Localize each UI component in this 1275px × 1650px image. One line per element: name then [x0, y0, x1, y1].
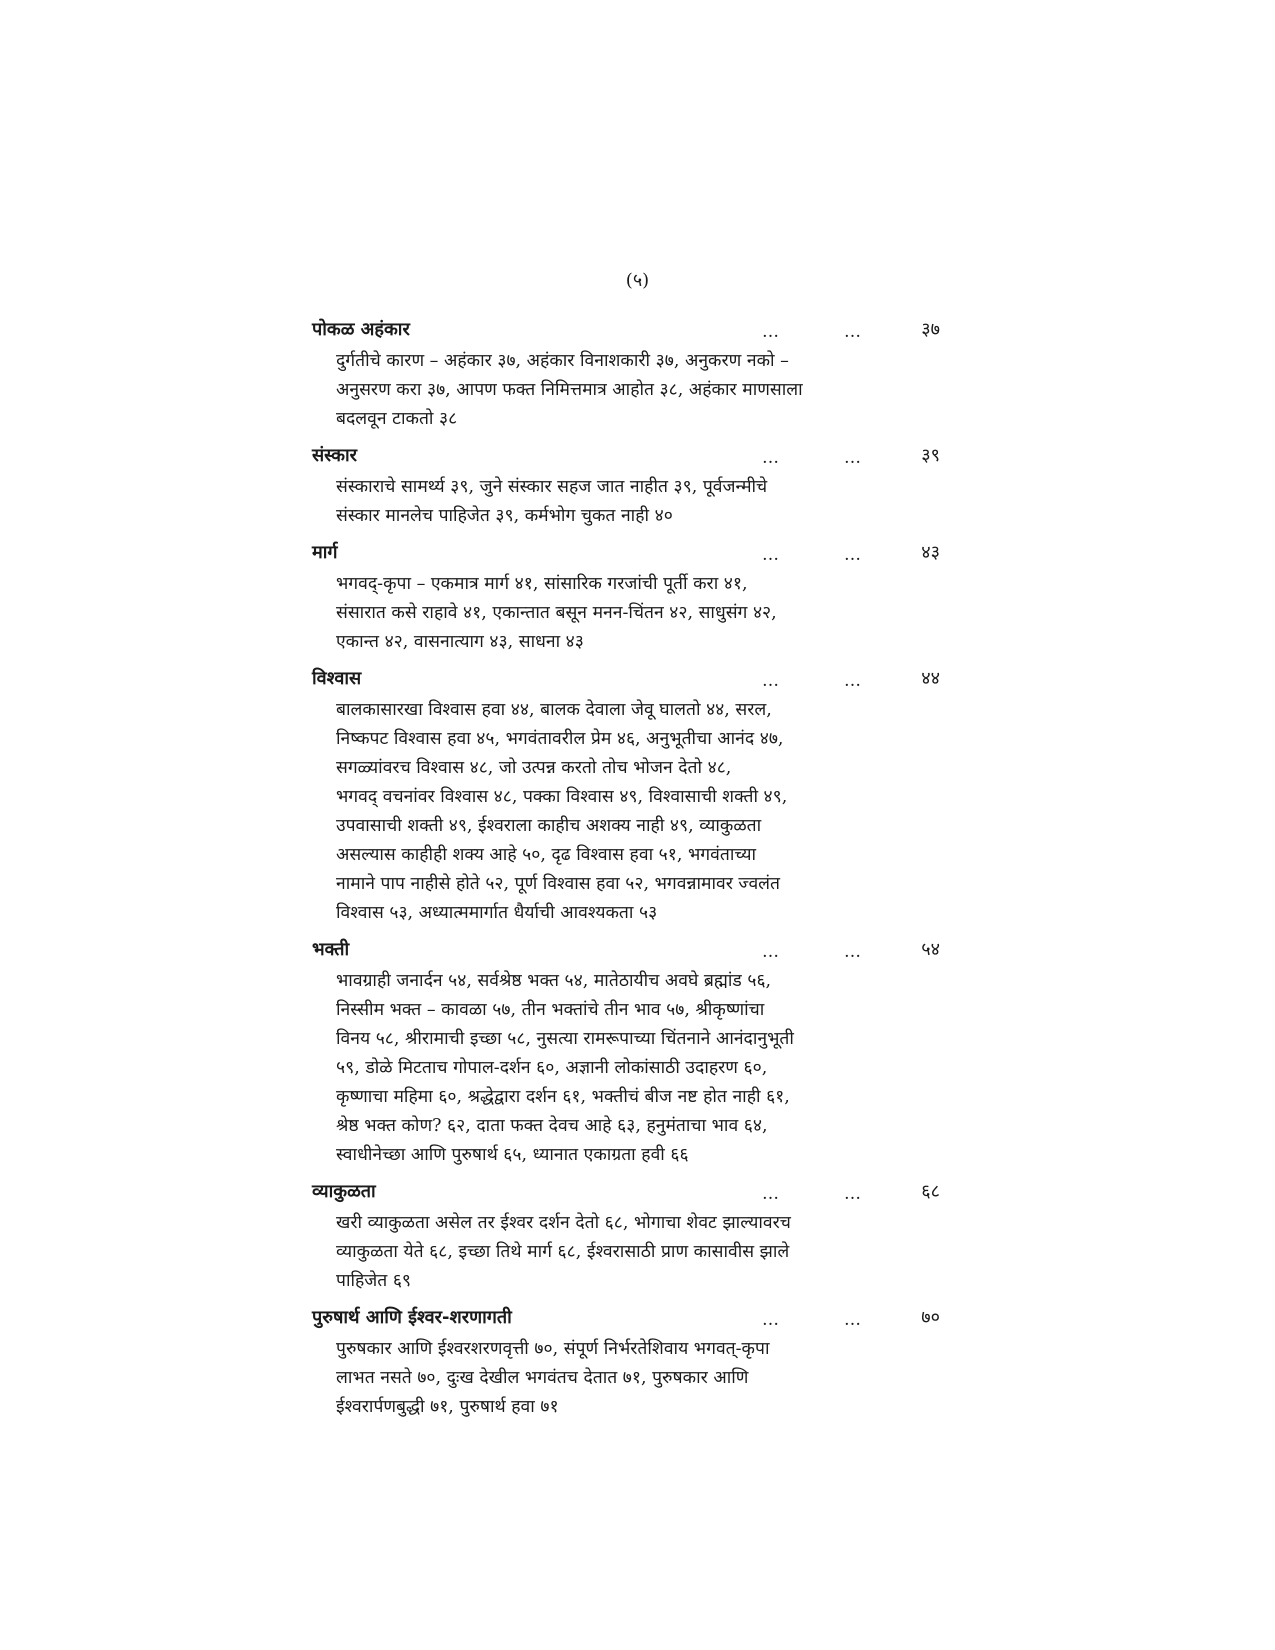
toc-entry — [312, 667, 940, 928]
toc-entry-header — [312, 541, 940, 570]
toc-entry-description — [336, 570, 836, 657]
toc-leader-dots: … … — [762, 942, 863, 962]
toc-entry-header — [312, 444, 940, 473]
toc-description-line: स्वाधीनेच्छा आणि पुरुषार्थ ६५, ध्यानात एकाग्रता हवी ६६ — [336, 1145, 689, 1165]
toc-description-line: बालकासारखा विश्वास हवा ४४, बालक देवाला जेवू घालतो ४४, सरल, — [336, 700, 772, 720]
toc-description-line: दुर्गतीचे कारण – अहंकार ३७, अहंकार विनाशकारी ३७, अनुकरण नको – — [336, 351, 789, 371]
toc-entry — [312, 444, 940, 531]
toc-entry-description — [336, 1209, 836, 1296]
toc-entry-title: विश्वास — [312, 668, 362, 689]
toc-entry-description — [336, 967, 836, 1170]
toc-description-line: एकान्त ४२, वासनात्याग ४३, साधना ४३ — [336, 632, 584, 652]
toc-leader-dots: … … — [762, 545, 863, 565]
toc-entry-title: संस्कार — [312, 445, 358, 466]
toc-description-line: भगवद्-कृपा – एकमात्र मार्ग ४१, सांसारिक गरजांची पूर्ती करा ४१, — [336, 574, 748, 594]
toc-description-line: विश्वास ५३, अध्यात्ममार्गात धैर्याची आवश्यकता ५३ — [336, 903, 658, 923]
toc-description-line: संस्काराचे सामर्थ्य ३९, जुने संस्कार सहज जात नाहीत ३९, पूर्वजन्मीचे — [336, 477, 768, 497]
toc-leader-dots: … … — [762, 1310, 863, 1330]
toc-description-line: नामाने पाप नाहीसे होते ५२, पूर्ण विश्वास हवा ५२, भगवन्नामावर ज्वलंत — [336, 874, 781, 894]
toc-description-line: निस्सीम भक्त – कावळा ५७, तीन भक्तांचे तीन भाव ५७, श्रीकृष्णांचा — [336, 1000, 765, 1020]
toc-description-line: व्याकुळता येते ६८, इच्छा तिथे मार्ग ६८, ईश्वरासाठी प्राण कासावीस झाले — [336, 1242, 790, 1262]
page-number: (५) — [625, 270, 650, 291]
toc-entry-header — [312, 1180, 940, 1209]
toc-page-number: ७० — [921, 1307, 940, 1328]
toc-description-line: भगवद् वचनांवर विश्वास ४८, पक्का विश्वास ४९, विश्वासाची शक्ती ४९, — [336, 787, 788, 807]
toc-description-line: पुरुषकार आणि ईश्वरशरणवृत्ती ७०, संपूर्ण निर्भरतेशिवाय भगवत्-कृपा — [336, 1339, 770, 1359]
toc-description-line: संस्कार मानलेच पाहिजेत ३९, कर्मभोग चुकत नाही ४० — [336, 506, 673, 526]
toc-description-line: श्रेष्ठ भक्त कोण? ६२, दाता फक्त देवच आहे ६३, हनुमंताचा भाव ६४, — [336, 1116, 768, 1136]
toc-description-line: खरी व्याकुळता असेल तर ईश्वर दर्शन देतो ६८, भोगाचा शेवट झाल्यावरच — [336, 1213, 791, 1233]
toc-entry-description — [336, 696, 836, 928]
toc-entry-title: पुरुषार्थ आणि ईश्वर-शरणागती — [312, 1307, 512, 1328]
toc-entry-description — [336, 1335, 836, 1422]
toc-entry — [312, 541, 940, 657]
toc-description-line: अनुसरण करा ३७, आपण फक्त निमित्तमात्र आहोत ३८, अहंकार माणसाला — [336, 380, 803, 400]
toc-entry-header — [312, 1306, 940, 1335]
toc-entry — [312, 1306, 940, 1422]
toc-entry-header — [312, 667, 940, 696]
toc-entry — [312, 938, 940, 1170]
toc-page-number: ६८ — [921, 1181, 940, 1202]
toc-leader-dots: … … — [762, 448, 863, 468]
toc-page-number: ४३ — [921, 542, 940, 563]
toc-description-line: सगळ्यांवरच विश्वास ४८, जो उत्पन्न करतो तोच भोजन देतो ४८, — [336, 758, 732, 778]
toc-description-line: ५९, डोळे मिटताच गोपाल-दर्शन ६०, अज्ञानी लोकांसाठी उदाहरण ६०, — [336, 1058, 768, 1078]
toc-description-line: संसारात कसे राहावे ४१, एकान्तात बसून मनन-चिंतन ४२, साधुसंग ४२, — [336, 603, 777, 623]
toc-entry — [312, 1180, 940, 1296]
toc-entry-description — [336, 347, 836, 434]
toc-entry-title: पोकळ अहंकार — [312, 319, 410, 340]
toc-page-number: ४४ — [921, 668, 940, 689]
toc-description-line: निष्कपट विश्वास हवा ४५, भगवंतावरील प्रेम ४६, अनुभूतीचा आनंद ४७, — [336, 729, 784, 749]
toc-description-line: पाहिजेत ६९ — [336, 1271, 412, 1291]
toc-entry-title: भक्ती — [312, 939, 350, 960]
toc-entry — [312, 318, 940, 434]
toc-description-line: विनय ५८, श्रीरामाची इच्छा ५८, नुसत्या रामरूपाच्या चिंतनाने आनंदानुभूती — [336, 1029, 794, 1049]
toc-description-line: उपवासाची शक्ती ४९, ईश्वराला काहीच अशक्य नाही ४९, व्याकुळता — [336, 816, 762, 836]
toc-leader-dots: … … — [762, 1184, 863, 1204]
toc-description-line: लाभत नसते ७०, दुःख देखील भगवंतच देतात ७१, पुरुषकार आणि — [336, 1368, 749, 1388]
toc-entry-description — [336, 473, 836, 531]
toc-entry-header — [312, 938, 940, 967]
toc-description-line: असल्यास काहीही शक्य आहे ५०, दृढ विश्वास हवा ५१, भगवंताच्या — [336, 845, 757, 865]
table-of-contents — [312, 318, 940, 1432]
toc-page-number: ३९ — [921, 445, 940, 466]
toc-entry-title: व्याकुळता — [312, 1181, 376, 1202]
toc-leader-dots: … … — [762, 671, 863, 691]
toc-page-number: ५४ — [921, 939, 940, 960]
toc-page-number: ३७ — [921, 319, 940, 340]
toc-description-line: भावग्राही जनार्दन ५४, सर्वश्रेष्ठ भक्त ५४, मातेठायीच अवघे ब्रह्मांड ५६, — [336, 971, 772, 991]
toc-description-line: बदलवून टाकतो ३८ — [336, 409, 458, 429]
toc-description-line: कृष्णाचा महिमा ६०, श्रद्धेद्वारा दर्शन ६१, भक्तीचं बीज नष्ट होत नाही ६१, — [336, 1087, 790, 1107]
toc-leader-dots: … … — [762, 322, 863, 342]
toc-description-line: ईश्वरार्पणबुद्धी ७१, पुरुषार्थ हवा ७१ — [336, 1397, 559, 1417]
toc-entry-title: मार्ग — [312, 542, 338, 563]
toc-entry-header — [312, 318, 940, 347]
